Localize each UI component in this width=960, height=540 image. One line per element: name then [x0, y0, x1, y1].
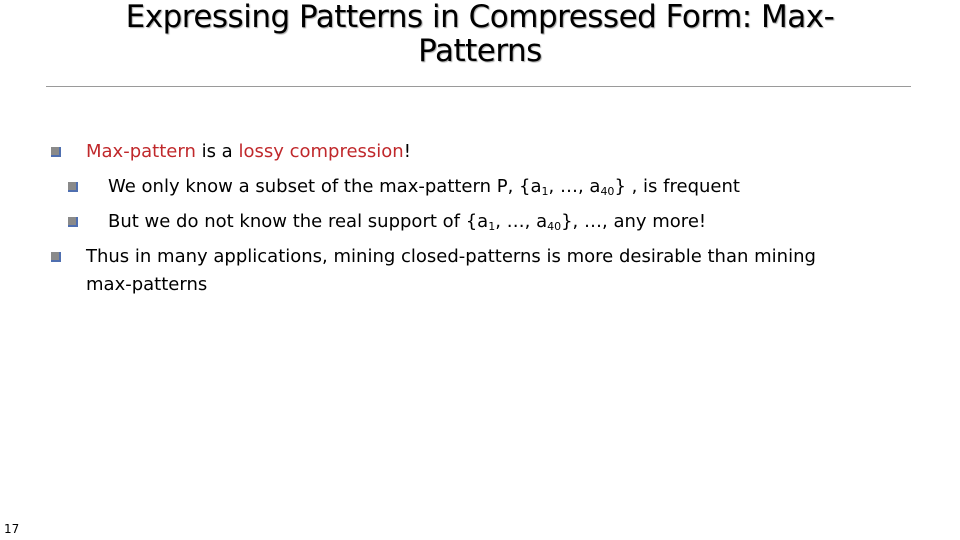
slide-title-line-2: Patterns: [418, 33, 542, 69]
term-lossy-compression: lossy compression: [238, 141, 404, 162]
bullet-square-icon: [51, 147, 61, 157]
bullet-square-icon: [51, 252, 61, 262]
sub-bullet-real-support: But we do not know the real support of {$a_1$, …, $a_{40}$}, …, any more!: [108, 211, 707, 233]
sub-bullet-subset-frequent: We only know a subset of the max-pattern P, {$a_1$, …, $a_{40}$} , is frequent: [108, 176, 740, 198]
term-max-pattern: Max-pattern: [86, 141, 196, 162]
bullet-closed-patterns-continuation: max-patterns: [86, 274, 208, 295]
title-divider: [46, 86, 911, 87]
page-number: 17: [4, 522, 20, 536]
bullet-square-icon: [68, 182, 78, 192]
slide-title: [40, 0, 920, 68]
slide-title-line-1: Expressing Patterns in Compressed Form: Max-: [125, 0, 835, 35]
bullet-square-icon: [68, 217, 78, 227]
bullet-max-pattern-lossy: Max-pattern is a lossy compression!: [86, 141, 411, 162]
bullet-closed-patterns-desirable: Thus in many applications, mining closed-patterns is more desirable than mining: [86, 246, 816, 267]
